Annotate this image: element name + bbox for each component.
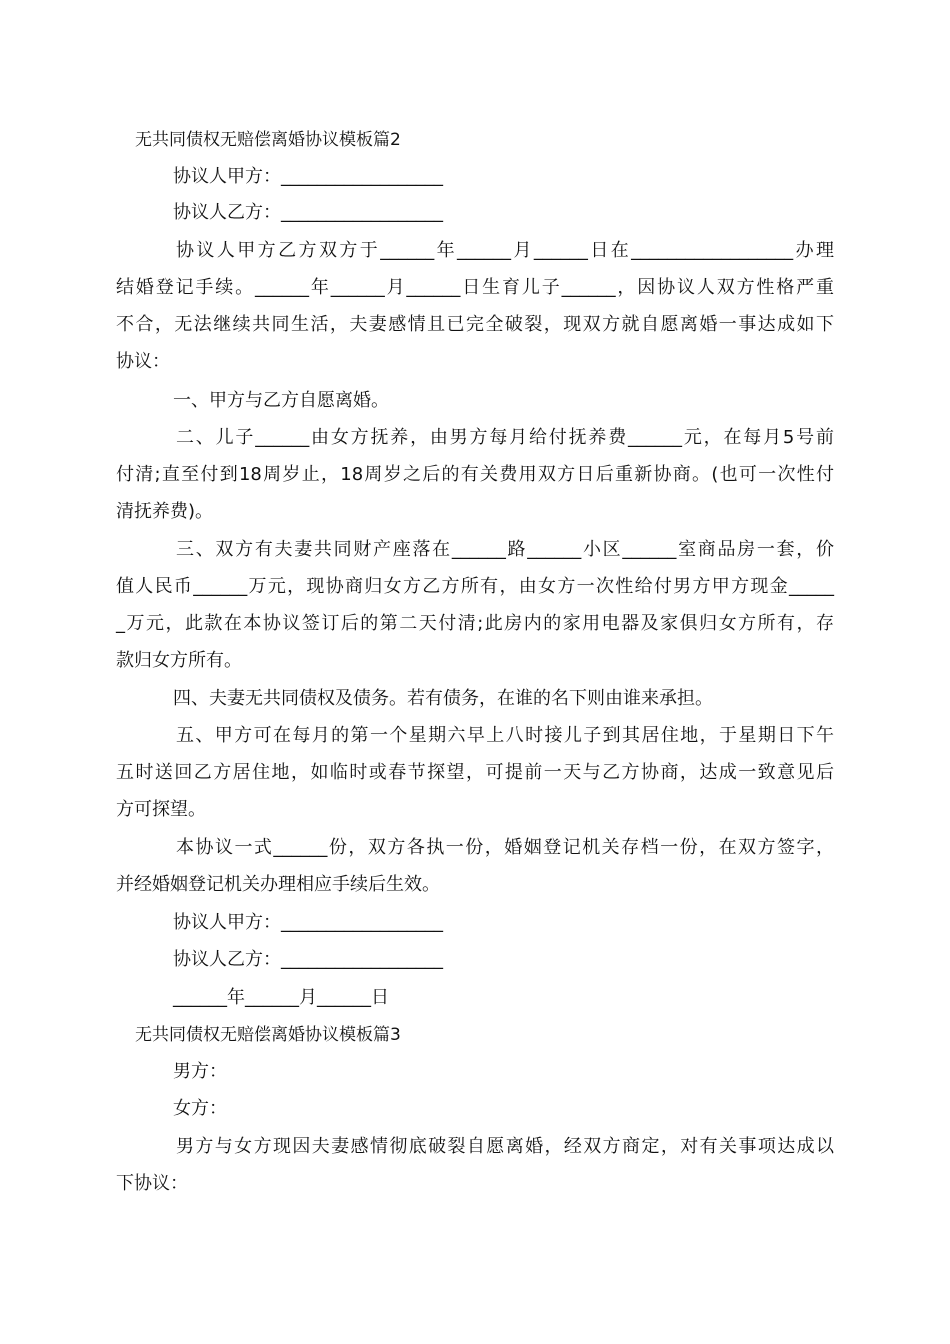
- section-heading: 无共同债权无赔偿离婚协议模板篇2: [135, 130, 401, 150]
- party-b-line: 协议人乙方：__________________: [173, 949, 443, 970]
- clause-3-line: 值人民币______万元，现协商归女方乙方所有，由女方一次性给付男方甲方现金_____: [116, 576, 834, 597]
- opening-line: 男方与女方现因夫妻感情彻底破裂自愿离婚，经双方商定，对有关事项达成以: [176, 1136, 834, 1157]
- copies-line: 本协议一式______份，双方各执一份，婚姻登记机关存档一份，在双方签字，: [176, 837, 834, 858]
- clause-3-line: 款归女方所有。: [116, 650, 242, 671]
- party-b-line: 协议人乙方：__________________: [173, 202, 443, 223]
- date-line: ______年______月______日: [173, 987, 389, 1008]
- clause-5-line: 五、甲方可在每月的第一个星期六早上八时接儿子到其居住地，于星期日下午: [176, 725, 834, 746]
- party-a-line: 协议人甲方：__________________: [173, 912, 443, 933]
- party-a-line: 协议人甲方：__________________: [173, 166, 443, 187]
- intro-line: 结婚登记手续。______年______月______日生育儿子______，因协议人双方性格严重: [116, 277, 834, 298]
- section-heading: 无共同债权无赔偿离婚协议模板篇3: [135, 1025, 401, 1045]
- clause-1: 一、甲方与乙方自愿离婚。: [173, 390, 389, 411]
- clause-5-line: 五时送回乙方居住地，如临时或春节探望，可提前一天与乙方协商，达成一致意见后: [116, 762, 834, 783]
- copies-line: 并经婚姻登记机关办理相应手续后生效。: [116, 874, 440, 895]
- opening-line: 下协议：: [116, 1173, 188, 1194]
- intro-line: 协议人甲方乙方双方于______年______月______日在__________________办理: [176, 240, 834, 261]
- clause-3-line: _万元，此款在本协议签订后的第二天付清;此房内的家用电器及家俱归女方所有，存: [116, 613, 834, 634]
- woman-line: 女方：: [173, 1098, 227, 1119]
- clause-2-line: 二、儿子______由女方抚养，由男方每月给付抚养费______元，在每月5号前: [176, 427, 834, 448]
- clause-5-line: 方可探望。: [116, 799, 206, 820]
- man-line: 男方：: [173, 1061, 227, 1082]
- intro-line: 协议：: [116, 351, 170, 372]
- clause-2-line: 付清;直至付到18周岁止，18周岁之后的有关费用双方日后重新协商。(也可一次性付: [116, 464, 834, 485]
- intro-line: 不合，无法继续共同生活，夫妻感情且已完全破裂，现双方就自愿离婚一事达成如下: [116, 314, 834, 335]
- clause-2-line: 清抚养费)。: [116, 501, 214, 522]
- clause-3-line: 三、双方有夫妻共同财产座落在______路______小区______室商品房一套，价: [176, 539, 834, 560]
- clause-4: 四、夫妻无共同债权及债务。若有债务，在谁的名下则由谁来承担。: [173, 688, 713, 709]
